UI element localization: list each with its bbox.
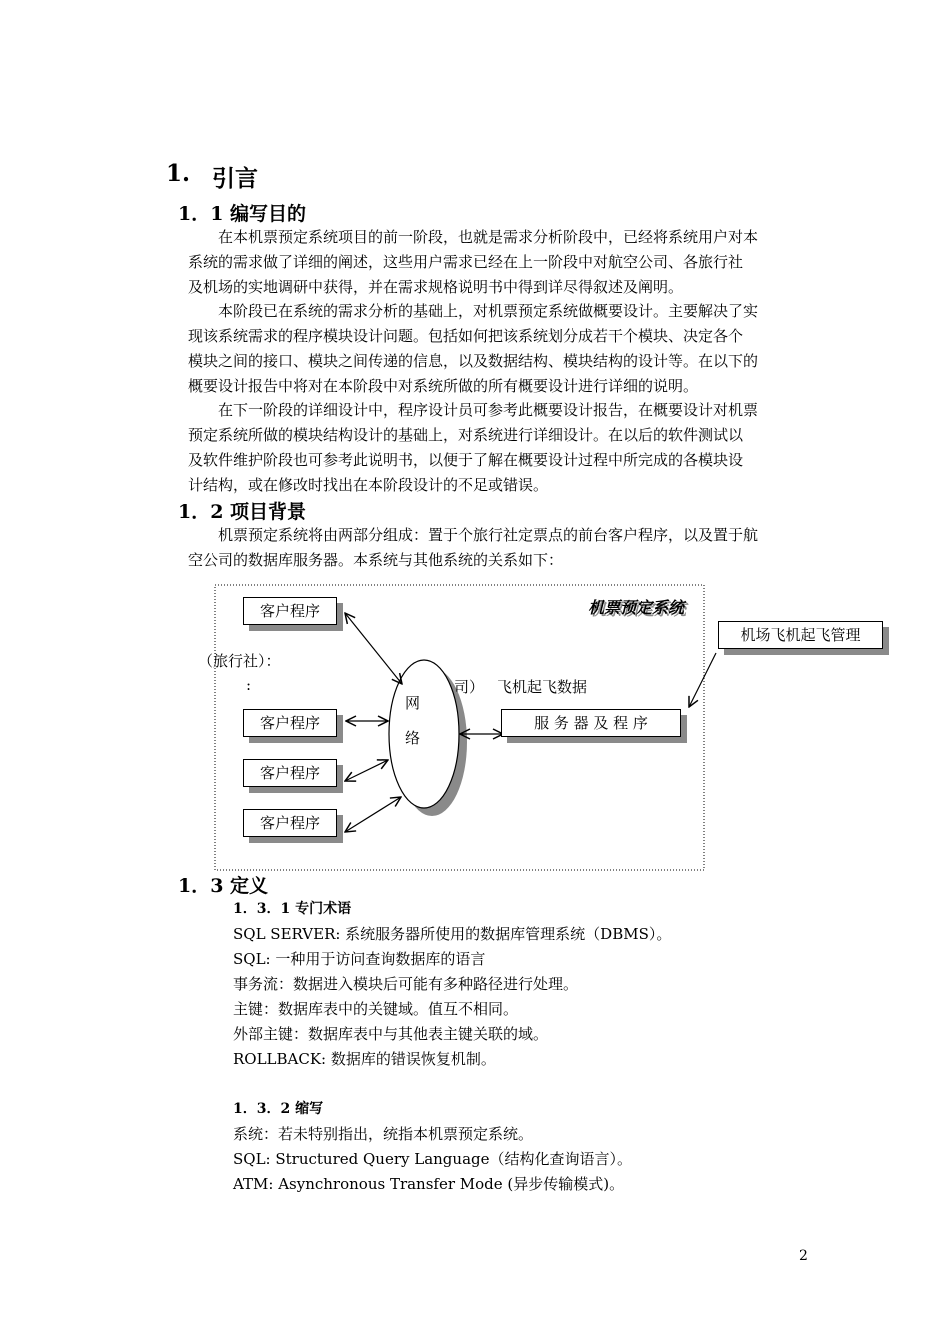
text-line: 本阶段已在系统的需求分析的基础上，对机票预定系统做概要设计。主要解决了实 [218,302,759,320]
text-line: 模块之间的接口、模块之间传递的信息，以及数据结构、模块结构的设计等。在以下的 [188,352,759,370]
heading-definitions: 1．3 定义 [178,875,269,897]
colon-label: : [246,676,252,694]
system-title: 机票预定系统 [588,598,685,617]
term-line: 事务流：数据进入模块后可能有多种路径进行处理。 [233,975,579,993]
network-ellipse [389,660,459,808]
term-line: 外部主键：数据库表中与其他表主键关联的域。 [233,1025,549,1043]
heading-purpose: 1．1 编写目的 [178,203,307,225]
network-char-2: 络 [405,729,421,747]
text-line: 系统的需求做了详细的阐述，这些用户需求已经在上一阶段中对航空公司、各旅行社 [188,253,744,271]
text-line: 空公司的数据库服务器。本系统与其他系统的关系如下： [188,551,564,569]
connector-client1-network [345,613,402,684]
client-program-box-4: 客户程序 [243,809,337,837]
term-line: 主键：数据库表中的关键域。值互不相同。 [233,1000,519,1018]
client-program-box-2: 客户程序 [243,709,337,737]
airport-management-box: 机场飞机起飞管理 [718,621,883,649]
text-line: 计结构，或在修改时找出在本阶段设计的不足或错误。 [188,476,549,494]
flight-data-label: 飞机起飞数据 [497,678,588,696]
network-char-1: 网 [405,694,421,712]
partial-company-label: 司） [454,678,485,696]
abbreviation-line: ATM: Asynchronous Transfer Mode (异步传输模式)。 [233,1175,625,1193]
text-line: 及机场的实地调研中获得，并在需求规格说明书中得到详尽得叙述及阐明。 [188,278,684,296]
client-program-box-1: 客户程序 [243,597,337,625]
text-line: 机票预定系统将由两部分组成：置于个旅行社定票点的前台客户程序，以及置于航 [218,526,759,544]
page-number: 2 [799,1248,808,1264]
abbreviation-line: 系统：若未特别指出，统指本机票预定系统。 [233,1125,534,1143]
server-program-box: 服 务 器 及 程 序 [501,709,681,737]
connector-client3-network [345,760,388,781]
travel-agency-label: （旅行社）： [198,652,281,670]
abbreviation-line: SQL: Structured Query Language（结构化查询语言）。 [233,1150,632,1168]
text-line: 概要设计报告中将对在本阶段中对系统所做的所有概要设计进行详细的说明。 [188,377,699,395]
term-line: ROLLBACK: 数据库的错误恢复机制。 [233,1050,496,1068]
connector-airport-server [689,653,716,707]
text-line: 现该系统需求的程序模块设计问题。包括如何把该系统划分成若干个模块、决定各个 [188,327,744,345]
term-line: SQL: 一种用于访问查询数据库的语言 [233,950,486,968]
text-line: 在下一阶段的详细设计中，程序设计员可参考此概要设计报告，在概要设计对机票 [218,401,759,419]
section-number: 1. [166,160,191,187]
text-line: 预定系统所做的模块结构设计的基础上，对系统进行详细设计。在以后的软件测试以 [188,426,744,444]
term-line: SQL SERVER: 系统服务器所使用的数据库管理系统（DBMS）。 [233,925,672,943]
client-program-box-3: 客户程序 [243,759,337,787]
subheading-terms: 1．3．1 专门术语 [233,901,352,917]
text-line: 及软件维护阶段也可参考此说明书，以便于了解在概要设计过程中所完成的各模块设 [188,451,744,469]
text-line: 在本机票预定系统项目的前一阶段，也就是需求分析阶段中，已经将系统用户对本 [218,228,759,246]
heading-background: 1．2 项目背景 [178,501,307,523]
subheading-abbreviations: 1．3．2 缩写 [233,1101,324,1117]
connector-client4-network [345,797,401,832]
section-title: 引言 [212,165,258,192]
